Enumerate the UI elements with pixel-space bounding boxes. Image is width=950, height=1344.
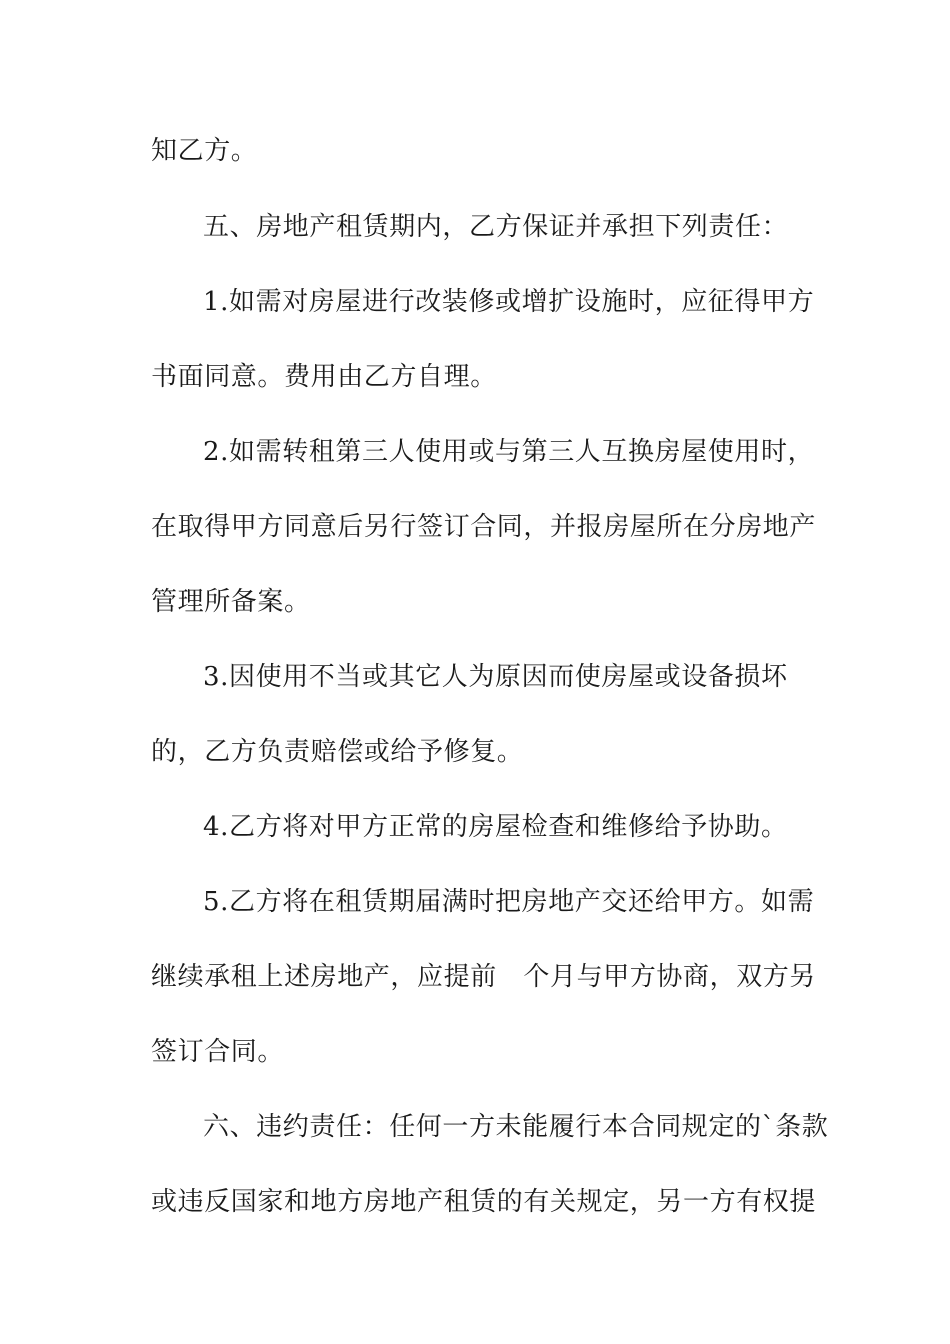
text-line: 或违反国家和地方房地产租赁的有关规定，另一方有权提 xyxy=(151,1187,817,1217)
text-line: 继续承租上述房地产，应提前 个月与甲方协商，双方另 xyxy=(151,962,816,992)
section-heading: 五、房地产租赁期内，乙方保证并承担下列责任： xyxy=(203,212,789,242)
text-line: 5.乙方将在租赁期届满时把房地产交还给甲方。如需 xyxy=(203,887,815,917)
text-line: 书面同意。费用由乙方自理。 xyxy=(151,362,497,392)
section-heading: 六、违约责任：任何一方未能履行本合同规定的`条款 xyxy=(203,1112,829,1142)
text-line: 2.如需转租第三人使用或与第三人互换房屋使用时， xyxy=(203,437,815,467)
text-line: 知乙方。 xyxy=(151,136,258,166)
text-line: 管理所备案。 xyxy=(151,587,311,617)
text-line: 在取得甲方同意后另行签订合同，并报房屋所在分房地产 xyxy=(151,512,817,542)
text-line: 签订合同。 xyxy=(151,1037,285,1067)
text-line: 4.乙方将对甲方正常的房屋检查和维修给予协助。 xyxy=(203,812,788,842)
text-line: 的，乙方负责赔偿或给予修复。 xyxy=(151,737,524,767)
text-line: 3.因使用不当或其它人为原因而使房屋或设备损坏 xyxy=(203,662,788,692)
text-line: 1.如需对房屋进行改装修或增扩设施时，应征得甲方 xyxy=(203,287,815,317)
